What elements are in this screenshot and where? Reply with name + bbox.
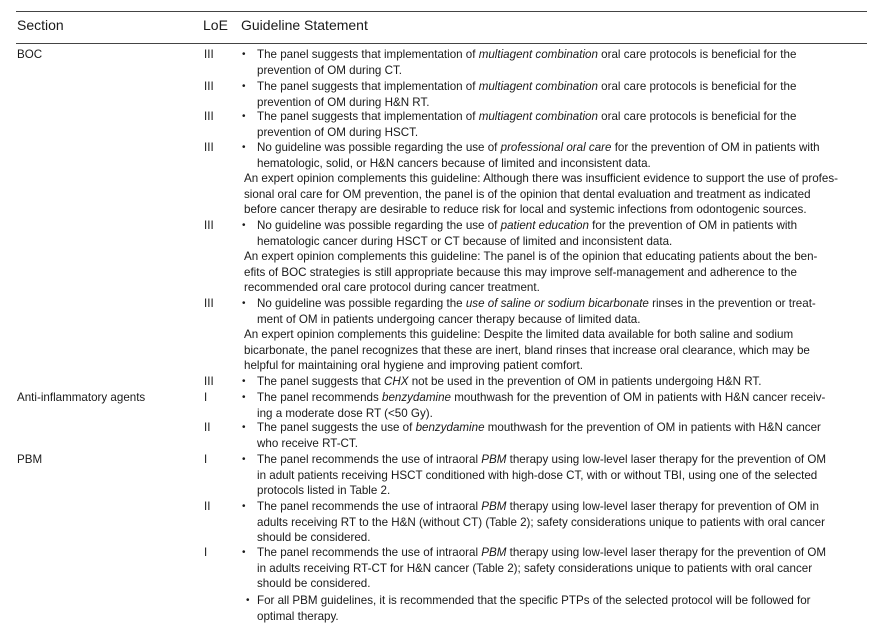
row-loe-value: I (204, 453, 208, 466)
statement-line: The panel recommends the use of intraoral PBM therapy using low-level laser therapy for the prevention of OM (257, 546, 827, 559)
row-section-label: Anti-inflammatory agents (17, 391, 146, 404)
emphasized-term: multiagent combination (478, 80, 598, 93)
statement-line: No guideline was possible regarding the use of patient education for the prevention of OM in patients with (257, 219, 798, 232)
statement-line: who receive RT-CT. (257, 436, 358, 450)
statement-line: adults receiving RT to the H&N (without CT) (Table 2); safety considerations unique to patients with oral cancer (257, 515, 825, 529)
statement-line: efits of BOC strategies is still appropriate because this may improve self-management and adherence to the (244, 265, 797, 279)
bullet-icon: • (242, 49, 246, 60)
bullet-icon: • (242, 111, 246, 122)
statement-line: The panel suggests that implementation of multiagent combination oral care protocols is beneficial for the (257, 110, 797, 123)
row-loe-value: I (204, 546, 208, 559)
statement-line: protocols listed in Table 2. (257, 484, 391, 498)
statement-line: prevention of OM during HSCT. (257, 125, 419, 139)
bullet-icon: • (242, 298, 246, 309)
bullet-icon: • (242, 501, 246, 512)
emphasized-term: professional oral care (500, 141, 612, 154)
row-section-label: PBM (17, 453, 43, 466)
row-loe-value: III (204, 375, 214, 388)
row-loe-value: III (204, 141, 214, 154)
statement-line: should be considered. (257, 531, 371, 545)
statement-line: hematologic cancer during HSCT or CT because of limited and inconsistent data. (257, 234, 673, 248)
statement-line: should be considered. (257, 577, 371, 591)
row-loe-value: II (204, 421, 211, 434)
statement-line: sional oral care for OM prevention, the panel is of the opinion that dental evaluation and treatment as indicated (244, 187, 811, 201)
bullet-icon: • (246, 595, 250, 606)
statement-line: in adults receiving RT-CT for H&N cancer (Table 2); safety considerations unique to patients with oral cancer (257, 561, 813, 575)
statement-line: The panel suggests that implementation of multiagent combination oral care protocols is beneficial for the (257, 80, 797, 93)
statement-line: ing a moderate dose RT (<50 Gy). (257, 406, 433, 420)
row-loe-value: II (204, 500, 211, 513)
bullet-icon: • (242, 81, 246, 92)
statement-line: For all PBM guidelines, it is recommended that the specific PTPs of the selected protocol will be followed for (257, 594, 811, 607)
header-guideline-statement: Guideline Statement (241, 17, 368, 33)
statement-line: prevention of OM during CT. (257, 63, 402, 77)
bullet-icon: • (242, 376, 246, 387)
header-bottom-rule (16, 43, 867, 44)
statement-line: No guideline was possible regarding the use of saline or sodium bicarbonate rinses in the prevention or treat- (257, 297, 816, 310)
bullet-icon: • (242, 392, 246, 403)
emphasized-term: benzydamine (382, 391, 451, 404)
statement-line: before cancer therapy are desirable to reduce risk for local and systemic infections from odontogenic sources. (244, 203, 807, 217)
emphasized-term: PBM (481, 500, 507, 513)
row-loe-value: III (204, 80, 214, 93)
statement-line: optimal therapy. (257, 609, 339, 623)
statement-line: in adult patients receiving HSCT conditioned with high-dose CT, with or without TBI, using one of the selected (257, 468, 818, 482)
row-loe-value: III (204, 219, 214, 232)
statement-line: prevention of OM during H&N RT. (257, 95, 430, 109)
statement-line: An expert opinion complements this guideline: Despite the limited data available for both saline and sodium (244, 328, 794, 341)
emphasized-term: benzydamine (415, 421, 485, 434)
emphasized-term: PBM (481, 453, 507, 466)
row-loe-value: III (204, 110, 214, 123)
statement-line: hematologic, solid, or H&N cancers because of limited and inconsistent data. (257, 156, 651, 170)
statement-line: The panel suggests that implementation of multiagent combination oral care protocols is beneficial for the (257, 48, 797, 61)
statement-line: No guideline was possible regarding the use of professional oral care for the prevention of OM in patients with (257, 141, 820, 154)
emphasized-term: CHX (383, 375, 409, 388)
emphasized-term: use of saline or sodium bicarbonate (465, 297, 649, 310)
statement-line: The panel suggests that CHX not be used in the prevention of OM in patients undergoing H&N RT. (257, 375, 762, 388)
header-section: Section (17, 17, 64, 33)
bullet-icon: • (242, 454, 246, 465)
emphasized-term: multiagent combination (478, 48, 598, 61)
statement-line: The panel recommends the use of intraoral PBM therapy using low-level laser therapy for the prevention of OM (257, 453, 827, 466)
table-top-rule (16, 11, 867, 12)
row-section-label: BOC (17, 48, 43, 61)
statement-line: An expert opinion complements this guideline: Although there was insufficient evidence to support the use of profes- (244, 172, 839, 185)
row-loe-value: III (204, 297, 214, 310)
statement-line: The panel suggests the use of benzydamine mouthwash for the prevention of OM in patients with H&N cancer (257, 421, 821, 434)
emphasized-term: patient education (500, 219, 589, 232)
statement-line: helpful for maintaining oral hygiene and improving patient comfort. (244, 359, 583, 373)
emphasized-term: multiagent combination (478, 110, 598, 123)
bullet-icon: • (242, 142, 246, 153)
header-loe: LoE (203, 17, 228, 33)
bullet-icon: • (242, 547, 246, 558)
row-loe-value: III (204, 48, 214, 61)
bullet-icon: • (242, 422, 246, 433)
statement-line: recommended oral care protocol during cancer treatment. (244, 281, 540, 295)
row-loe-value: I (204, 391, 208, 404)
statement-line: ment of OM in patients undergoing cancer therapy because of limited data. (257, 312, 641, 326)
bullet-icon: • (242, 220, 246, 231)
statement-line: An expert opinion complements this guideline: The panel is of the opinion that educating patients about the ben- (244, 250, 818, 263)
statement-line: The panel recommends the use of intraoral PBM therapy using low-level laser therapy for prevention of OM in (257, 500, 819, 513)
statement-line: bicarbonate, the panel recognizes that these are inert, bland rinses that increase oral clearance, which may be (244, 343, 810, 357)
statement-line: The panel recommends benzydamine mouthwash for the prevention of OM in patients with H&N cancer receiv- (257, 391, 826, 404)
emphasized-term: PBM (481, 546, 507, 559)
